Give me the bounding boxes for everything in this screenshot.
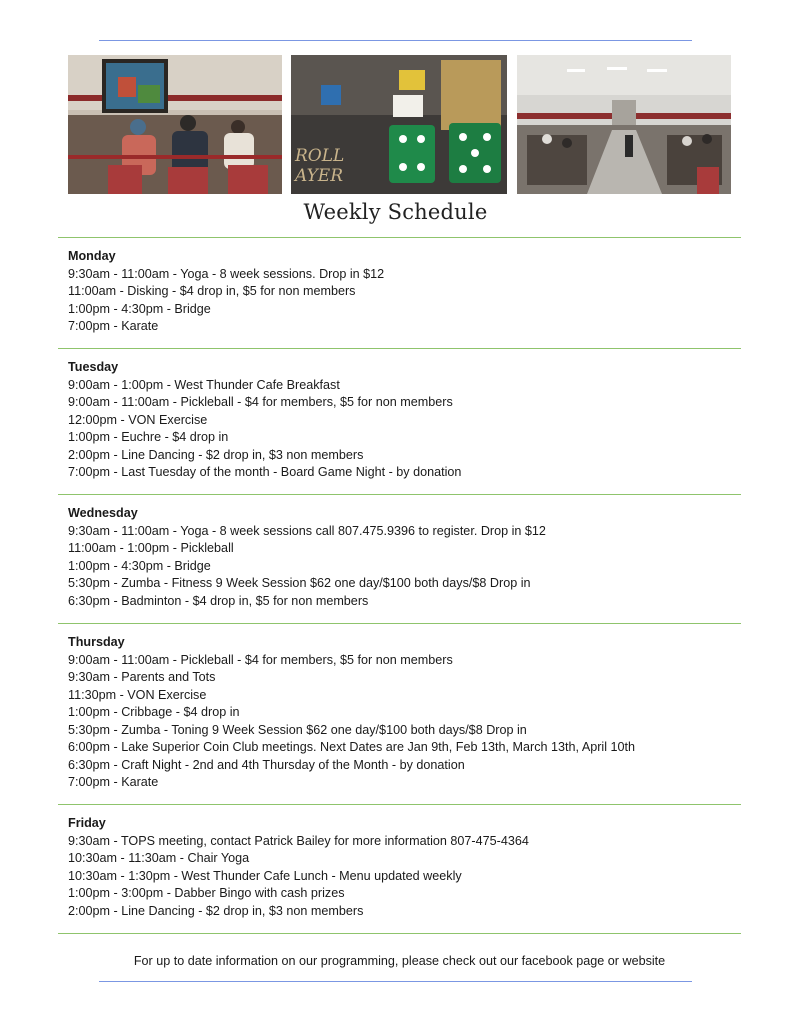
schedule-item: 5:30pm - Zumba - Fitness 9 Week Session $62 one day/$100 both days/$8 Drop in: [68, 576, 531, 590]
schedule-item: 7:00pm - Last Tuesday of the month - Board Game Night - by donation: [68, 465, 462, 479]
day-section-tuesday: [68, 359, 738, 482]
schedule-item: 12:00pm - VON Exercise: [68, 412, 208, 427]
page-title: Weekly Schedule: [303, 200, 488, 224]
schedule-item: 10:30am - 1:30pm - West Thunder Cafe Lunch - Menu updated weekly: [68, 868, 462, 883]
schedule-item: 9:30am - TOPS meeting, contact Patrick Bailey for more information 807-475-4364: [68, 833, 529, 848]
day-heading: Monday: [68, 249, 116, 263]
schedule-item: 2:00pm - Line Dancing - $2 drop in, $3 non members: [68, 447, 364, 462]
day-heading: Thursday: [68, 635, 125, 649]
schedule-item: 6:30pm - Craft Night - 2nd and 4th Thursday of the Month - by donation: [68, 757, 465, 772]
schedule-item: 9:30am - 11:00am - Yoga - 8 week sessions. Drop in $12: [68, 266, 385, 281]
day-section-friday: [68, 815, 738, 920]
day-heading: Wednesday: [68, 506, 138, 520]
day-section-thursday: [68, 634, 738, 792]
day-heading: Tuesday: [68, 360, 119, 374]
schedule-item: 5:30pm - Zumba - Toning 9 Week Session $62 one day/$100 both days/$8 Drop in: [68, 722, 527, 737]
top-divider: [99, 40, 692, 41]
divider: [58, 623, 741, 624]
schedule-item: 7:00pm - Karate: [68, 775, 159, 789]
footer-note: For up to date information on our programming, please check out our facebook page or website: [133, 954, 666, 968]
schedule-item: 9:00am - 11:00am - Pickleball - $4 for members, $5 for non members: [68, 652, 453, 667]
schedule-item: 2:00pm - Line Dancing - $2 drop in, $3 non members: [68, 903, 364, 918]
schedule-item: 1:00pm - 4:30pm - Bridge: [68, 558, 211, 573]
divider: [58, 804, 741, 805]
svg-text:ROLL: ROLL: [295, 146, 345, 166]
schedule-item: 11:00am - 1:00pm - Pickleball: [68, 541, 234, 555]
divider: [58, 237, 741, 238]
day-section-monday: [68, 248, 738, 336]
photo-presentation: [68, 55, 282, 194]
photo-hall: [517, 55, 731, 194]
divider: [58, 933, 741, 934]
schedule-item: 9:00am - 11:00am - Pickleball - $4 for members, $5 for non members: [68, 395, 453, 409]
schedule-item: 11:30pm - VON Exercise: [68, 687, 207, 702]
day-section-wednesday: [68, 505, 738, 610]
schedule-item: 1:00pm - Cribbage - $4 drop in: [68, 705, 240, 719]
schedule-item: 9:30am - 11:00am - Yoga - 8 week sessions call 807.475.9396 to register. Drop in $12: [68, 523, 546, 538]
schedule-item: 1:00pm - 4:30pm - Bridge: [68, 301, 211, 316]
schedule-item: 6:00pm - Lake Superior Coin Club meetings. Next Dates are Jan 9th, Feb 13th, March 13th, April 10th: [68, 740, 636, 754]
schedule-item: 9:30am - Parents and Tots: [68, 670, 216, 684]
schedule-item: 11:00am - Disking - $4 drop in, $5 for non members: [68, 284, 356, 298]
schedule-item: 6:30pm - Badminton - $4 drop in, $5 for non members: [68, 593, 369, 608]
schedule-item: 1:00pm - 3:00pm - Dabber Bingo with cash prizes: [68, 886, 345, 900]
photo-board-game: [291, 55, 507, 194]
divider: [58, 494, 741, 495]
divider: [58, 348, 741, 349]
schedule-item: 7:00pm - Karate: [68, 319, 159, 333]
day-heading: Friday: [68, 816, 106, 830]
svg-text:AYER: AYER: [295, 166, 344, 186]
bottom-divider: [99, 981, 692, 982]
schedule-item: 10:30am - 11:30am - Chair Yoga: [68, 851, 250, 865]
schedule-item: 1:00pm - Euchre - $4 drop in: [68, 430, 229, 444]
schedule-item: 9:00am - 1:00pm - West Thunder Cafe Breakfast: [68, 377, 340, 392]
